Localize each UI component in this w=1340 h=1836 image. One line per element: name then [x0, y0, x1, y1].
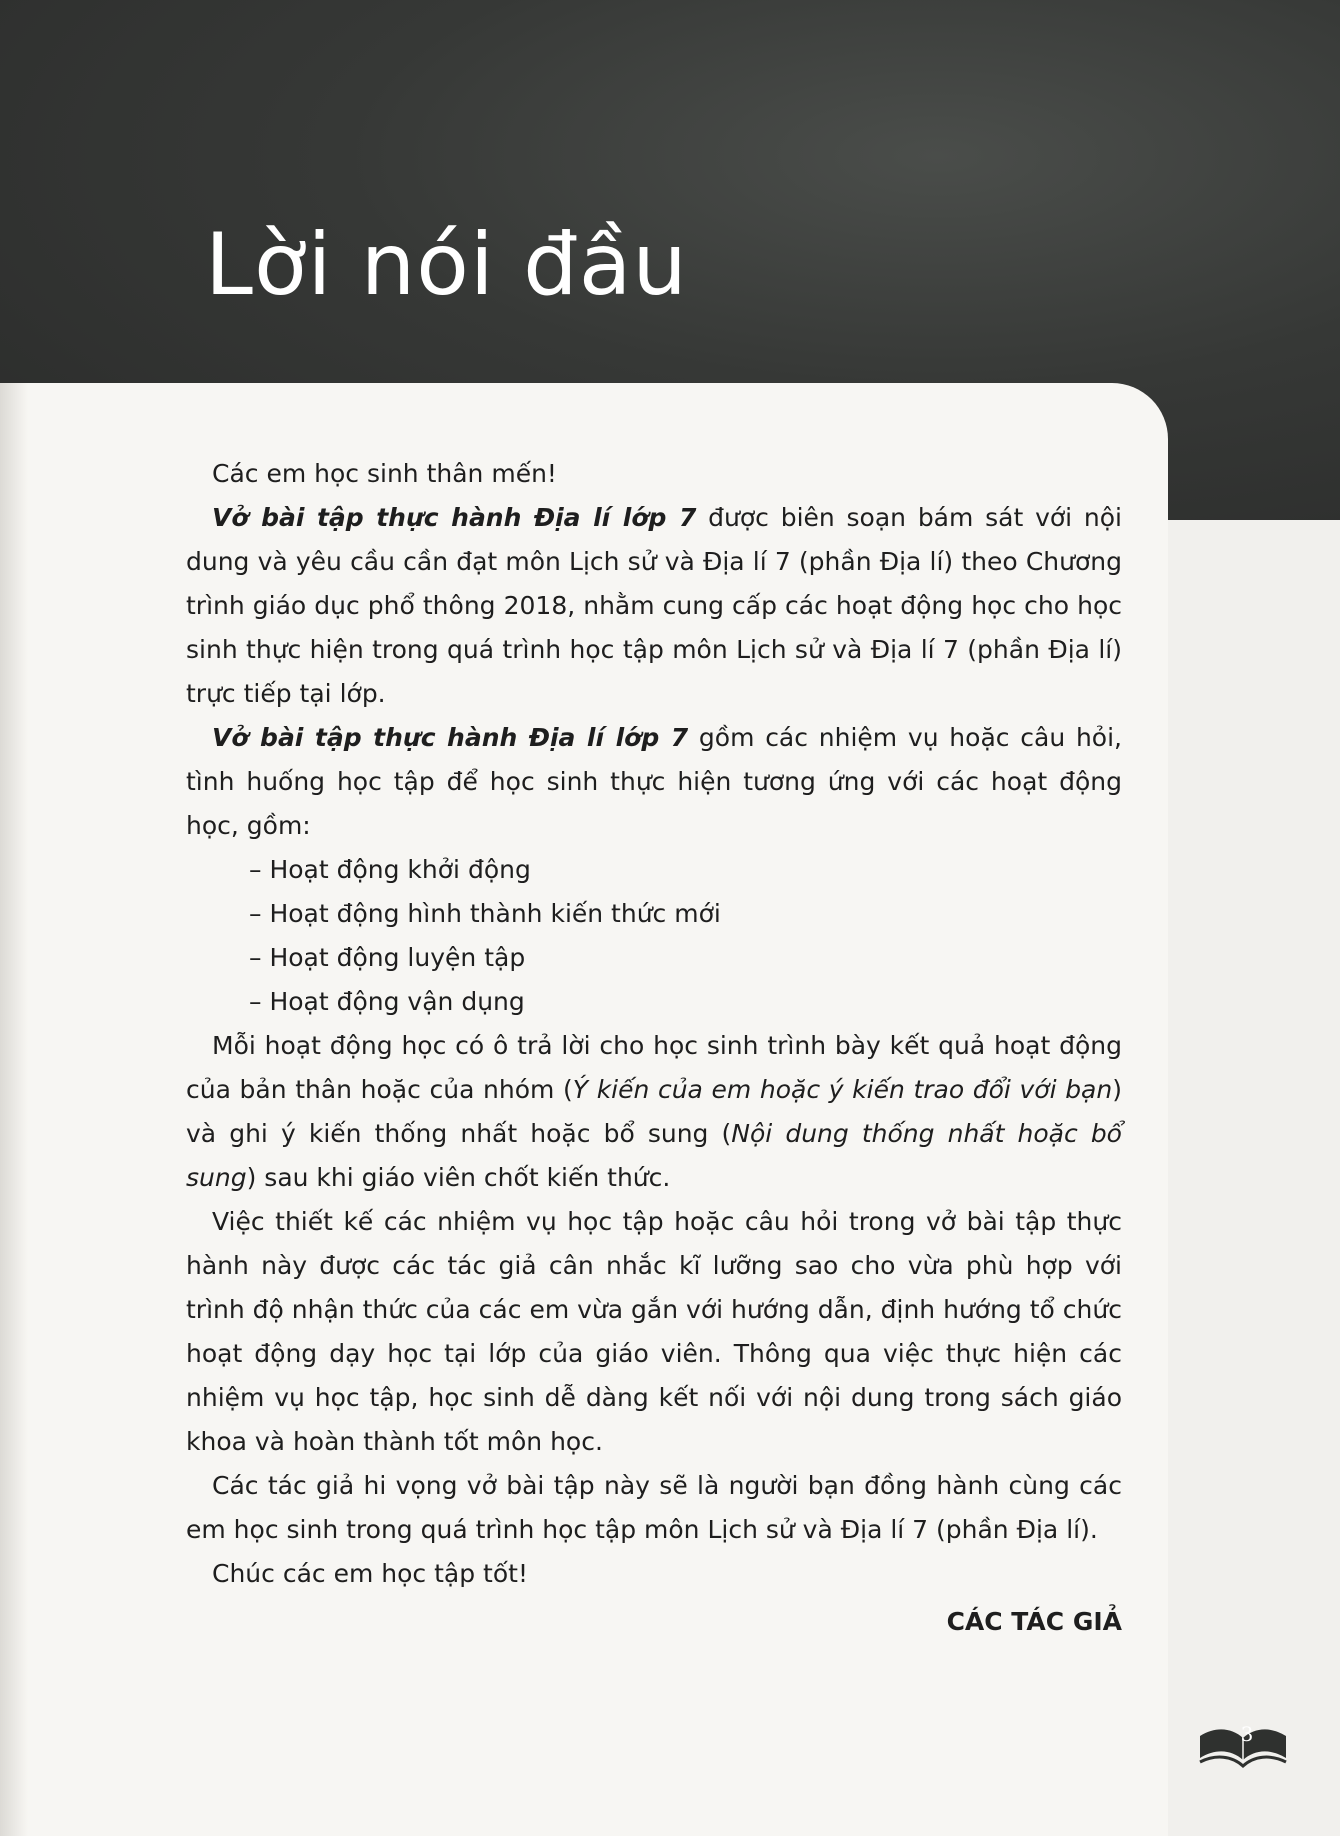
paragraph-structure — [186, 716, 1122, 848]
signature: CÁC TÁC GIẢ — [946, 1607, 1122, 1636]
paragraph-answer-boxes — [186, 1024, 1122, 1200]
book-title: Vở bài tập thực hành Địa lí lớp 7 — [212, 723, 689, 752]
list-item: – Hoạt động luyện tập — [249, 943, 526, 972]
paragraph-intro — [186, 496, 1122, 716]
paragraph-structure-text: gồm các nhiệm vụ hoặc câu hỏi, tình huống học tập để học sinh thực hiện tương ứng với các hoạt động học, gồm: — [186, 723, 1122, 840]
italic-phrase: Nội dung thống nhất hoặc bổ sung — [186, 1119, 1122, 1192]
book-title: Vở bài tập thực hành Địa lí lớp 7 — [212, 503, 697, 532]
paragraph-intro-text: được biên soạn bám sát với nội dung và yêu cầu cần đạt môn Lịch sử và Địa lí 7 (phần Địa lí) theo Chương trình giáo dục phổ thông 2018, nhằm cung cấp các hoạt động học cho học sinh thực hiện trong quá trình học tập môn Lịch sử và Địa lí 7 (phần Địa lí) trực tiếp tại lớp. — [186, 503, 1123, 708]
paragraph-text: ) sau khi giáo viên chốt kiến thức. — [246, 1163, 671, 1192]
greeting: Các em học sinh thân mến! — [212, 459, 557, 488]
list-item: – Hoạt động vận dụng — [249, 987, 525, 1016]
preface-body — [186, 452, 1122, 1644]
list-item: – Hoạt động khởi động — [249, 855, 531, 884]
activity-list — [186, 848, 1122, 1024]
page-title: Lời nói đầu — [205, 215, 688, 315]
paragraph-design: Việc thiết kế các nhiệm vụ học tập hoặc câu hỏi trong vở bài tập thực hành này được các tác giả cân nhắc kĩ lưỡng sao cho vừa phù hợp với trình độ nhận thức của các em vừa gắn với hướng dẫn, định hướng tổ chức hoạt động dạy học tại lớp của giáo viên. Thông qua việc thực hiện các nhiệm vụ học tập, học sinh dễ dàng kết nối với nội dung trong sách giáo khoa và hoàn thành tốt môn học. — [186, 1207, 1122, 1456]
closing-line: Chúc các em học tập tốt! — [212, 1559, 528, 1588]
paragraph-text: Mỗi hoạt động học có ô trả lời cho học sinh trình bày kết quả hoạt động của bản thân hoặc của nhóm ( — [186, 1031, 1122, 1104]
paragraph-hope: Các tác giả hi vọng vở bài tập này sẽ là người bạn đồng hành cùng các em học sinh trong quá trình học tập môn Lịch sử và Địa lí 7 (phần Địa lí). — [186, 1471, 1122, 1544]
italic-phrase: Ý kiến của em hoặc ý kiến trao đổi với bạn — [572, 1075, 1113, 1104]
list-item: – Hoạt động hình thành kiến thức mới — [249, 899, 721, 928]
page-number: 3 — [1240, 1722, 1254, 1746]
paragraph-text: ) và ghi ý kiến thống nhất hoặc bổ sung ( — [186, 1075, 1122, 1148]
